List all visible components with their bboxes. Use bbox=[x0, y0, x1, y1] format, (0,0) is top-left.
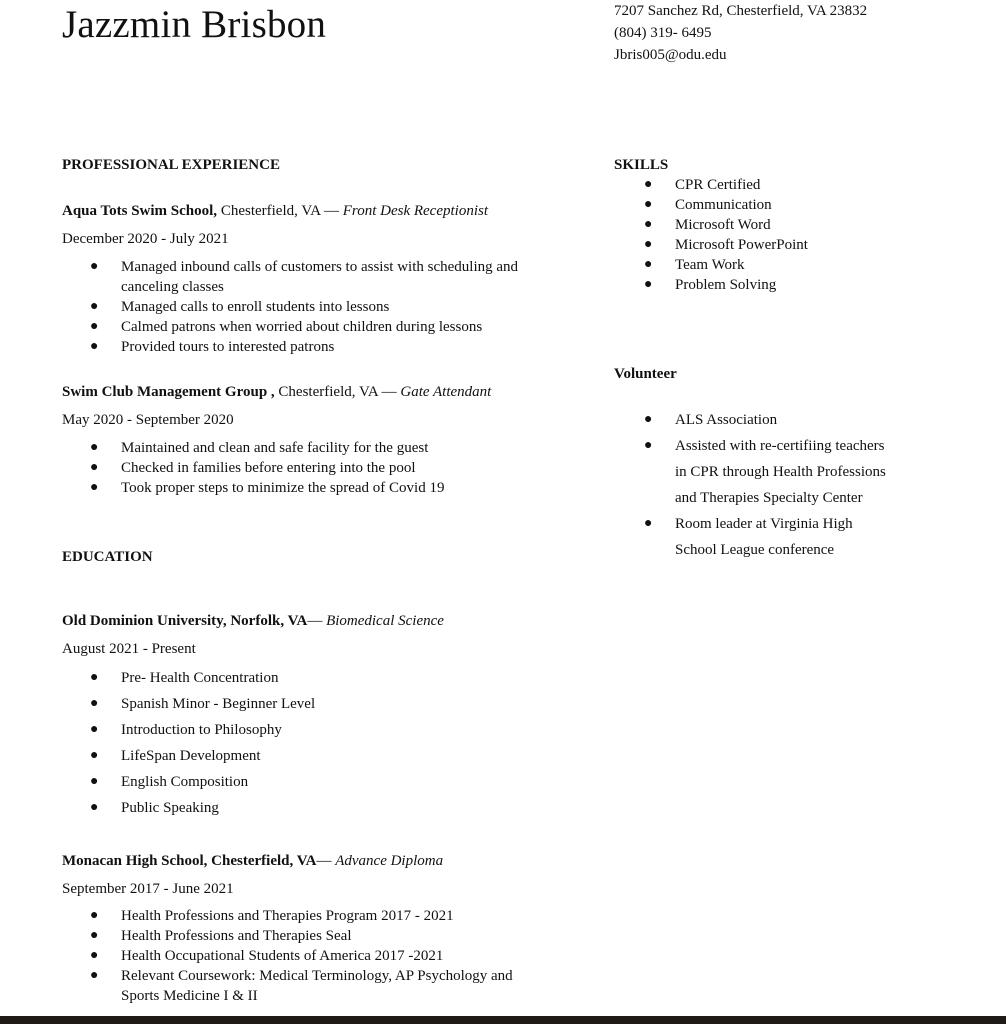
list-item-continuation: in CPR through Health Professions bbox=[675, 464, 886, 480]
bullet-icon: ● bbox=[90, 670, 99, 685]
bullet-icon: ● bbox=[90, 774, 99, 789]
section-heading-education: EDUCATION bbox=[62, 549, 153, 565]
school-dates: August 2021 - Present bbox=[62, 641, 196, 657]
bullet-icon: ● bbox=[644, 257, 653, 272]
job-title: Front Desk Receptionist bbox=[342, 203, 489, 219]
section-heading-skills: SKILLS bbox=[614, 157, 669, 173]
list-item-continuation: and Therapies Specialty Center bbox=[675, 490, 863, 506]
bullet-icon: ● bbox=[644, 217, 653, 232]
list-item-continuation: canceling classes bbox=[121, 279, 224, 295]
bullet-icon: ● bbox=[644, 412, 653, 427]
bullet-icon: ● bbox=[90, 460, 99, 475]
dash: — bbox=[307, 613, 327, 629]
list-item: ● Microsoft Word bbox=[644, 217, 771, 233]
job-header bbox=[62, 382, 491, 402]
school-name: Old Dominion University, Norfolk, VA bbox=[62, 613, 308, 629]
list-item: ● LifeSpan Development bbox=[121, 743, 315, 769]
bullet-icon: ● bbox=[90, 800, 99, 815]
phone-number: (804) 319- 6495 bbox=[614, 25, 712, 41]
list-item: ● Room leader at Virginia High bbox=[675, 511, 886, 537]
job-title: Gate Attendant bbox=[400, 384, 492, 400]
bullet-icon: ● bbox=[90, 259, 99, 274]
section-heading-experience: PROFESSIONAL EXPERIENCE bbox=[62, 157, 280, 173]
job-header bbox=[62, 201, 488, 221]
bullet-icon: ● bbox=[644, 197, 653, 212]
contact-info bbox=[614, 0, 867, 66]
list-item: ● Communication bbox=[644, 197, 772, 213]
school-name: Monacan High School, Chesterfield, VA bbox=[62, 853, 317, 869]
list-item: ● Introduction to Philosophy bbox=[121, 717, 315, 743]
list-item: ● CPR Certified bbox=[644, 177, 761, 193]
bullet-icon: ● bbox=[644, 237, 653, 252]
list-item: ● Maintained and clean and safe facility for the guest bbox=[90, 440, 429, 456]
bullet-icon: ● bbox=[644, 438, 653, 453]
list-item: ● Health Professions and Therapies Program 2017 - 2021 bbox=[90, 908, 454, 924]
section-heading-volunteer: Volunteer bbox=[614, 366, 677, 382]
bullet-icon: ● bbox=[90, 480, 99, 495]
course-list bbox=[90, 665, 316, 821]
employer-name: Swim Club Management Group , bbox=[62, 384, 275, 400]
job-duties-list bbox=[90, 438, 445, 498]
list-item: ● Relevant Coursework: Medical Terminology, AP Psychology and bbox=[90, 968, 513, 984]
bullet-icon: ● bbox=[90, 319, 99, 334]
bullet-icon: ● bbox=[90, 908, 99, 923]
job-location: Chesterfield, VA — bbox=[217, 203, 343, 219]
list-item: ● Provided tours to interested patrons bbox=[90, 339, 335, 355]
list-item-continuation: Sports Medicine I & II bbox=[121, 988, 258, 1004]
bullet-icon: ● bbox=[644, 516, 653, 531]
job-dates: December 2020 - July 2021 bbox=[62, 231, 229, 247]
job-dates: May 2020 - September 2020 bbox=[62, 412, 234, 428]
list-item-continuation: School League conference bbox=[675, 542, 835, 558]
list-item: ● Health Professions and Therapies Seal bbox=[90, 928, 352, 944]
bullet-icon: ● bbox=[90, 968, 99, 983]
window-bottom-edge bbox=[0, 1016, 1006, 1024]
employer-name: Aqua Tots Swim School, bbox=[62, 203, 218, 219]
school-header bbox=[62, 851, 443, 871]
bullet-icon: ● bbox=[90, 299, 99, 314]
list-item: ● Spanish Minor - Beginner Level bbox=[121, 691, 315, 717]
program-name: Biomedical Science bbox=[326, 613, 444, 629]
list-item: ● Took proper steps to minimize the spread of Covid 19 bbox=[90, 480, 445, 496]
bullet-icon: ● bbox=[644, 277, 653, 292]
dash: — bbox=[316, 853, 336, 869]
skills-list bbox=[644, 175, 808, 295]
bullet-icon: ● bbox=[90, 948, 99, 963]
list-item: ● Microsoft PowerPoint bbox=[644, 237, 808, 253]
list-item: ● Checked in families before entering into the pool bbox=[90, 460, 416, 476]
email-address: Jbris005@odu.edu bbox=[614, 47, 727, 63]
address: 7207 Sanchez Rd, Chesterfield, VA 23832 bbox=[614, 3, 868, 19]
bullet-icon: ● bbox=[644, 177, 653, 192]
list-item: ● ALS Association bbox=[675, 407, 886, 433]
bullet-icon: ● bbox=[90, 928, 99, 943]
bullet-icon: ● bbox=[90, 722, 99, 737]
course-list bbox=[90, 906, 513, 1006]
school-dates: September 2017 - June 2021 bbox=[62, 881, 234, 897]
bullet-icon: ● bbox=[90, 748, 99, 763]
list-item: ● Managed calls to enroll students into lessons bbox=[90, 299, 390, 315]
job-location: Chesterfield, VA — bbox=[274, 384, 401, 400]
list-item: ● Team Work bbox=[644, 257, 745, 273]
bullet-icon: ● bbox=[90, 440, 99, 455]
school-header bbox=[62, 611, 444, 631]
list-item: ● English Composition bbox=[121, 769, 315, 795]
bullet-icon: ● bbox=[90, 339, 99, 354]
list-item: ● Health Occupational Students of America 2017 -2021 bbox=[90, 948, 444, 964]
list-item: ● Pre- Health Concentration bbox=[121, 665, 315, 691]
list-item: ● Public Speaking bbox=[121, 795, 315, 821]
list-item: ● Calmed patrons when worried about children during lessons bbox=[90, 319, 483, 335]
resume-name: Jazzmin Brisbon bbox=[62, 3, 327, 46]
list-item: ● Managed inbound calls of customers to assist with scheduling and bbox=[90, 259, 519, 275]
program-name: Advance Diploma bbox=[335, 853, 444, 869]
list-item: ● Assisted with re-certifiing teachers bbox=[675, 433, 886, 459]
bullet-icon: ● bbox=[90, 696, 99, 711]
job-duties-list bbox=[90, 257, 519, 357]
list-item: ● Problem Solving bbox=[644, 277, 777, 293]
volunteer-list bbox=[644, 407, 886, 563]
